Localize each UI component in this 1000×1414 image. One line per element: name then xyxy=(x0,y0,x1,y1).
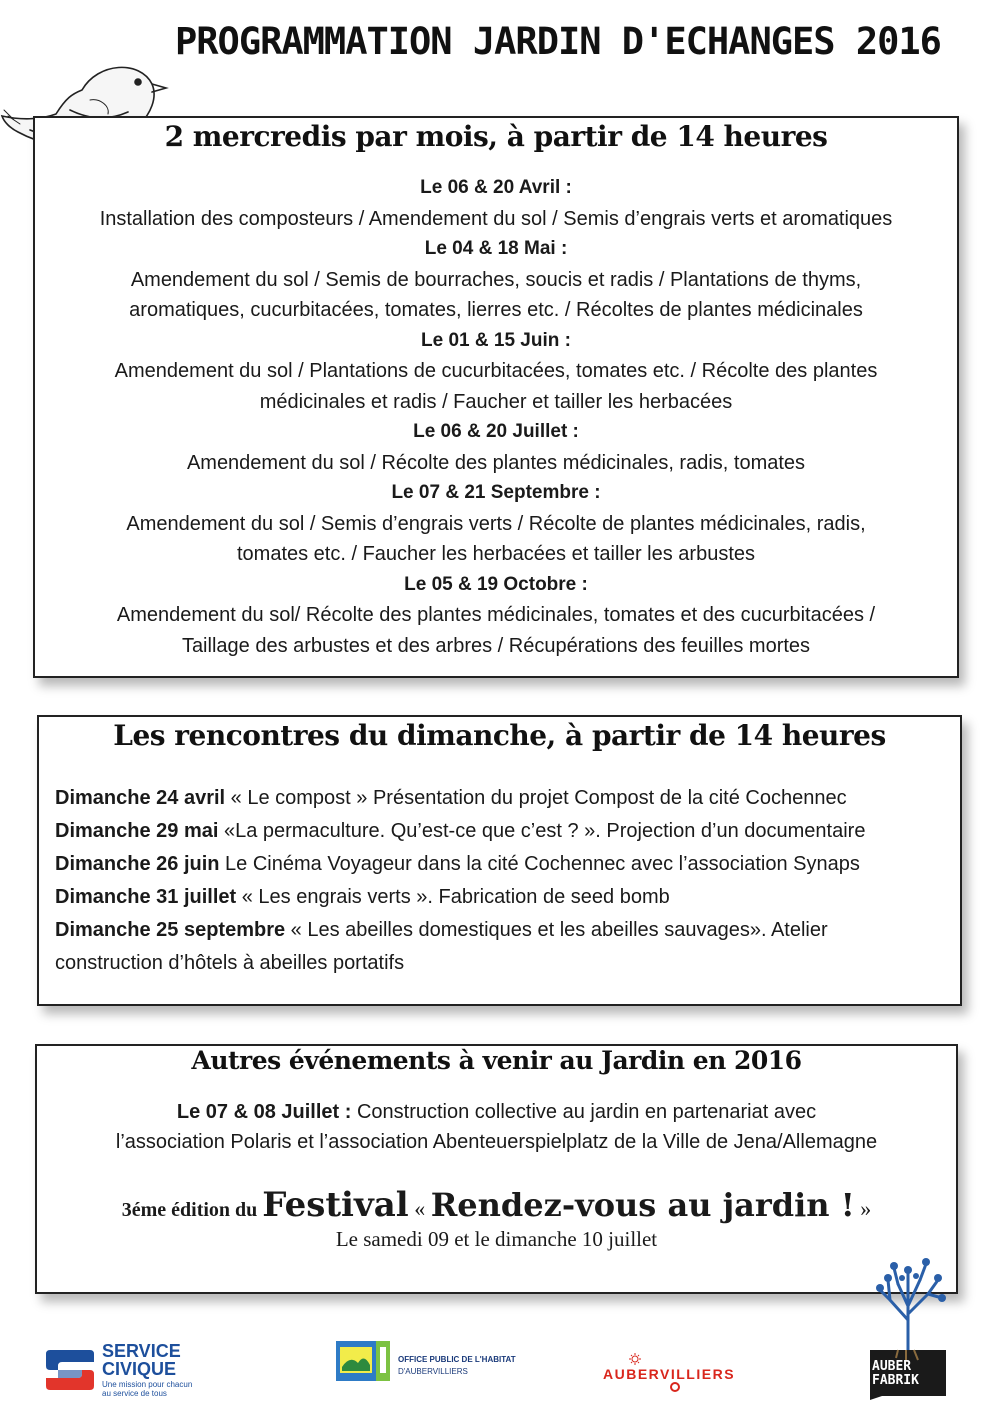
sun-icon xyxy=(603,1353,748,1365)
event-text: l’association Polaris et l’association Abenteuerspielplatz de la Ville de Jena/Allemagne xyxy=(115,1131,878,1153)
event-text: « Les abeilles domestiques et les abeilles sauvages». Atelier xyxy=(285,919,828,941)
entry-line: tomates etc. / Faucher les herbacées et tailler les arbustes xyxy=(236,543,756,565)
oph-name: OFFICE PUBLIC DE L'HABITAT xyxy=(398,1355,516,1364)
sunday-events xyxy=(39,782,960,980)
entry xyxy=(35,326,957,418)
festival-date: Le samedi 09 et le dimanche 10 juillet xyxy=(335,1227,658,1251)
wednesday-program-box xyxy=(33,116,959,678)
quote-close: » xyxy=(854,1196,872,1221)
page-title: PROGRAMMATION JARDIN D'ECHANGES 2016 xyxy=(175,20,941,63)
oph-emblem-icon xyxy=(336,1339,394,1391)
event-text-continued: construction d’hôtels à abeilles portatifs xyxy=(55,952,405,974)
event-text: « Les engrais verts ». Fabrication de seed bomb xyxy=(236,886,670,908)
sunday-meetings-box xyxy=(37,715,962,1006)
oph-aubervilliers-logo xyxy=(336,1339,516,1391)
festival-name: Festival xyxy=(262,1185,409,1225)
event-text: Construction collective au jardin en partenariat avec xyxy=(351,1101,817,1123)
entry-line: aromatiques, cucurbitacées, tomates, lierres etc. / Récoltes de plantes médicinales xyxy=(129,299,863,321)
festival-announcement xyxy=(37,1185,956,1225)
service-civique-logo xyxy=(44,1342,204,1398)
event-text: Le Cinéma Voyageur dans la cité Cochennec avec l’association Synaps xyxy=(219,853,860,875)
oph-city: D'AUBERVILLIERS xyxy=(398,1367,468,1376)
entry-line: Amendement du sol/ Récolte des plantes médicinales, tomates et des cucurbitacées / xyxy=(116,604,876,626)
service-civique-tagline: Une mission pour chacun au service de tous xyxy=(102,1380,193,1398)
aubervilliers-mark-icon xyxy=(603,1382,748,1394)
section-heading: 2 mercredis par mois, à partir de 14 heures xyxy=(164,120,828,153)
aubervilliers-logo xyxy=(603,1352,748,1392)
event-item xyxy=(55,815,960,848)
festival-prefix: 3éme édition du xyxy=(121,1199,263,1221)
entry xyxy=(35,173,957,234)
auberfabrik-logo xyxy=(868,1250,948,1400)
service-civique-name: SERVICE CIVIQUE xyxy=(102,1341,181,1379)
entry-line: médicinales et radis / Faucher et tailler les herbacées xyxy=(259,390,733,413)
festival-title: Rendez-vous au jardin ! xyxy=(430,1186,855,1224)
entry-date: Le 06 & 20 Juillet : xyxy=(413,421,579,442)
event-item xyxy=(55,782,960,815)
service-civique-emblem-icon xyxy=(44,1342,96,1398)
other-events-box xyxy=(35,1044,958,1294)
event-date: Le 07 & 08 Juillet : xyxy=(176,1101,352,1123)
entry-date: Le 07 & 21 Septembre : xyxy=(391,482,601,503)
section-heading: Les rencontres du dimanche, à partir de 14 heures xyxy=(113,719,886,752)
entry-line: Amendement du sol / Récolte des plantes médicinales, radis, tomates xyxy=(186,451,806,474)
event-item xyxy=(55,914,960,980)
entry-line: Taillage des arbustes et des arbres / Récupérations des feuilles mortes xyxy=(181,634,811,657)
entry xyxy=(35,478,957,570)
event-date: Dimanche 26 juin xyxy=(55,853,220,875)
entry-date: Le 01 & 15 Juin : xyxy=(421,329,571,351)
entry-line: Amendement du sol / Semis de bourraches, soucis et radis / Plantations de thyms, xyxy=(130,268,862,291)
event-date: Dimanche 31 juillet xyxy=(55,886,237,908)
entry xyxy=(35,570,957,662)
wednesday-entries xyxy=(35,173,957,661)
auberfabrik-name: AUBER FABRIK xyxy=(872,1359,919,1388)
aubervilliers-name: AUBERVILLIERS xyxy=(603,1366,736,1382)
quote-open: « xyxy=(408,1196,431,1221)
event-text: «La permaculture. Qu’est-ce que c’est ? ». Projection d’un documentaire xyxy=(218,820,866,842)
event-date: Dimanche 29 mai xyxy=(55,820,219,842)
entry xyxy=(35,417,957,478)
entry-line: Amendement du sol / Plantations de cucurbitacées, tomates etc. / Récolte des plantes xyxy=(114,360,878,382)
entry-date: Le 06 & 20 Avril : xyxy=(420,177,572,198)
event-item xyxy=(55,881,960,914)
other-event xyxy=(37,1097,956,1157)
event-item xyxy=(55,848,960,881)
entry-line: Installation des composteurs / Amendement du sol / Semis d’engrais verts et aromatiques xyxy=(99,207,893,230)
section-heading: Autres événements à venir au Jardin en 2016 xyxy=(191,1046,802,1075)
entry-date: Le 04 & 18 Mai : xyxy=(424,238,568,259)
event-date: Dimanche 25 septembre xyxy=(55,919,286,941)
event-text: « Le compost » Présentation du projet Compost de la cité Cochennec xyxy=(225,787,847,809)
entry-line: Amendement du sol / Semis d’engrais verts / Récolte de plantes médicinales, radis, xyxy=(126,512,866,535)
event-date: Dimanche 24 avril xyxy=(55,787,226,809)
entry xyxy=(35,234,957,326)
entry-date: Le 05 & 19 Octobre : xyxy=(404,573,588,595)
